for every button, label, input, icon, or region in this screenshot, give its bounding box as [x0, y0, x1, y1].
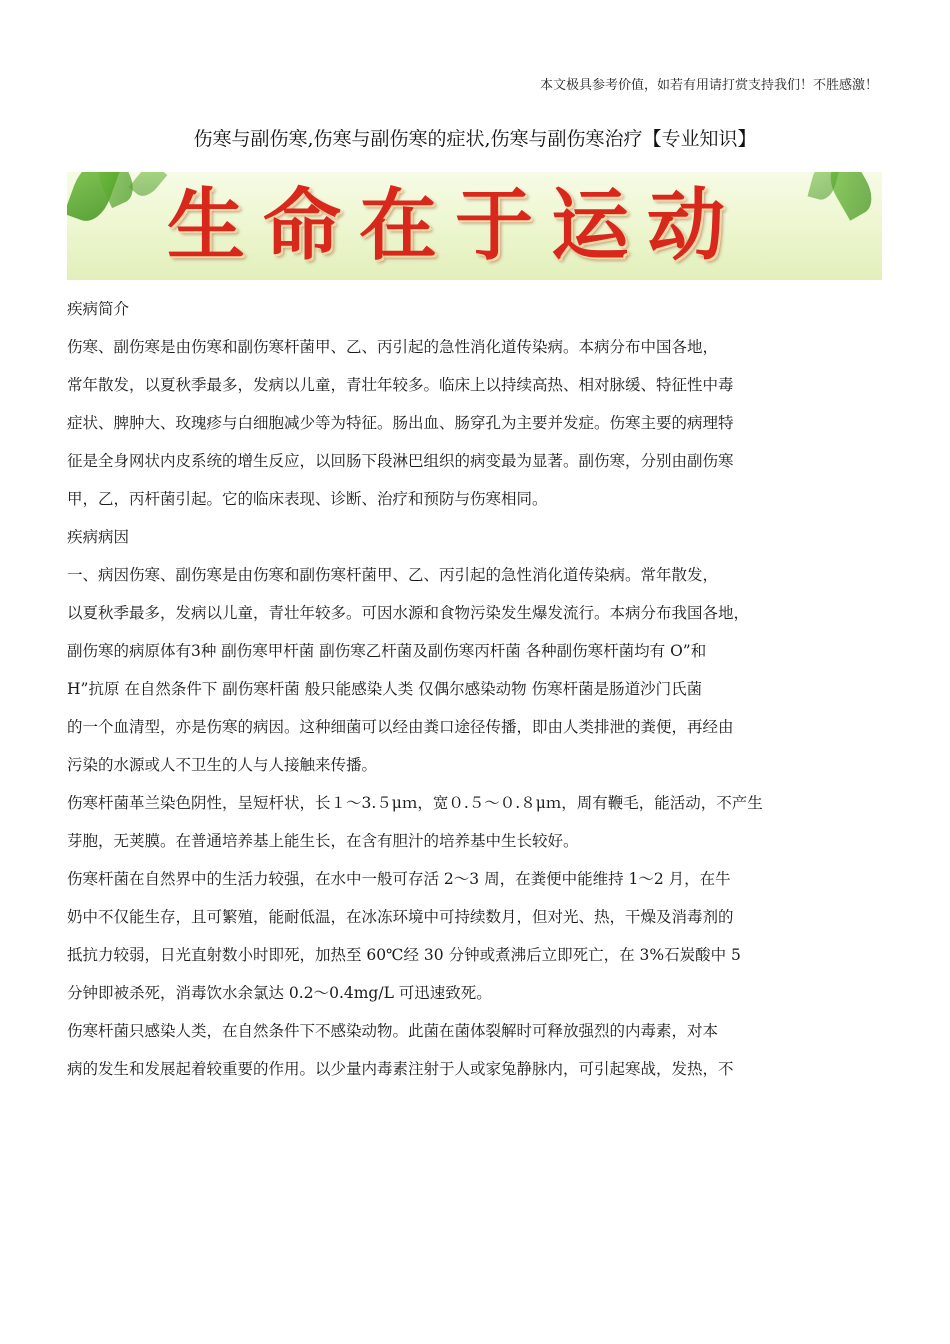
- paragraph-cause-1: 一、病因伤寒、副伤寒是由伤寒和副伤寒杆菌甲、乙、丙引起的急性消化道传染病。常年散发， 以夏秋季最多，发病以儿童，青壮年较多。可因水源和食物污染发生爆发流行。本病分布我国各地， 副伤寒的病原体有3种 副伤寒甲杆菌 副伤寒乙杆菌及副伤寒丙杆菌 各种副伤寒杆菌均有 O”和 H”抗原 在自然条件下 副伤寒杆菌 般只能感染人类 仅偶尔感染动物 伤寒杆菌是肠道沙门氏菌 的一个血清型，亦是伤寒的病因。这种细菌可以经由粪口途径传播，即由人类排泄的粪便，再经由 污染的水源或人不卫生的人与人接触来传播。: [67, 566, 750, 774]
- paragraph-cause-4: 伤寒杆菌只感染人类，在自然条件下不感染动物。此菌在菌体裂解时可释放强烈的内毒素，对本 病的发生和发展起着较重要的作用。以少量内毒素注射于人或家兔静脉内，可引起寒战，发热，不: [67, 1022, 734, 1078]
- banner-image: [67, 172, 882, 280]
- article-body: [67, 290, 885, 1088]
- paragraph-intro: 伤寒、副伤寒是由伤寒和副伤寒杆菌甲、乙、丙引起的急性消化道传染病。本病分布中国各地， 常年散发，以夏秋季最多，发病以儿童，青壮年较多。临床上以持续高热、相对脉缓、特征性中毒 症状、脾肿大、玫瑰疹与白细胞减少等为特征。肠出血、肠穿孔为主要并发症。伤寒主要的病理特 征是全身网状内皮系统的增生反应，以回肠下段淋巴组织的病变最为显著。副伤寒，分别由副伤寒 甲，乙，丙杆菌引起。它的临床表现、诊断、治疗和预防与伤寒相同。: [67, 338, 734, 508]
- banner-slogan: 生命在于运动: [167, 181, 744, 271]
- section-heading-intro: 疾病简介: [67, 300, 130, 318]
- paragraph-cause-2: 伤寒杆菌革兰染色阴性，呈短杆状，长１～3.５μｍ，宽０.５～０.８μｍ，周有鞭毛，能活动，不产生 芽胞，无荚膜。在普通培养基上能生长，在含有胆汁的培养基中生长较好。: [67, 794, 763, 850]
- paragraph-cause-3: 伤寒杆菌在自然界中的生活力较强，在水中一般可存活 2～3 周，在粪便中能维持 1～2 月，在牛 奶中不仅能生存，且可繁殖，能耐低温，在冰冻环境中可持续数月，但对光、热，干燥及消毒剂的 抵抗力较弱，日光直射数小时即死，加热至 60℃经 30 分钟或煮沸后立即死亡，在 3%石炭酸中 5 分钟即被杀死，消毒饮水余氯达 0.2～0.4mg/L 可迅速致死。: [67, 870, 741, 1002]
- page-title: 伤寒与副伤寒,伤寒与副伤寒的症状,伤寒与副伤寒治疗【专业知识】: [193, 128, 757, 150]
- leaf-decoration: [129, 172, 168, 201]
- header-notice: 本文极具参考价值，如若有用请打赏支持我们！不胜感激！: [539, 78, 878, 93]
- section-heading-cause: 疾病病因: [67, 528, 130, 546]
